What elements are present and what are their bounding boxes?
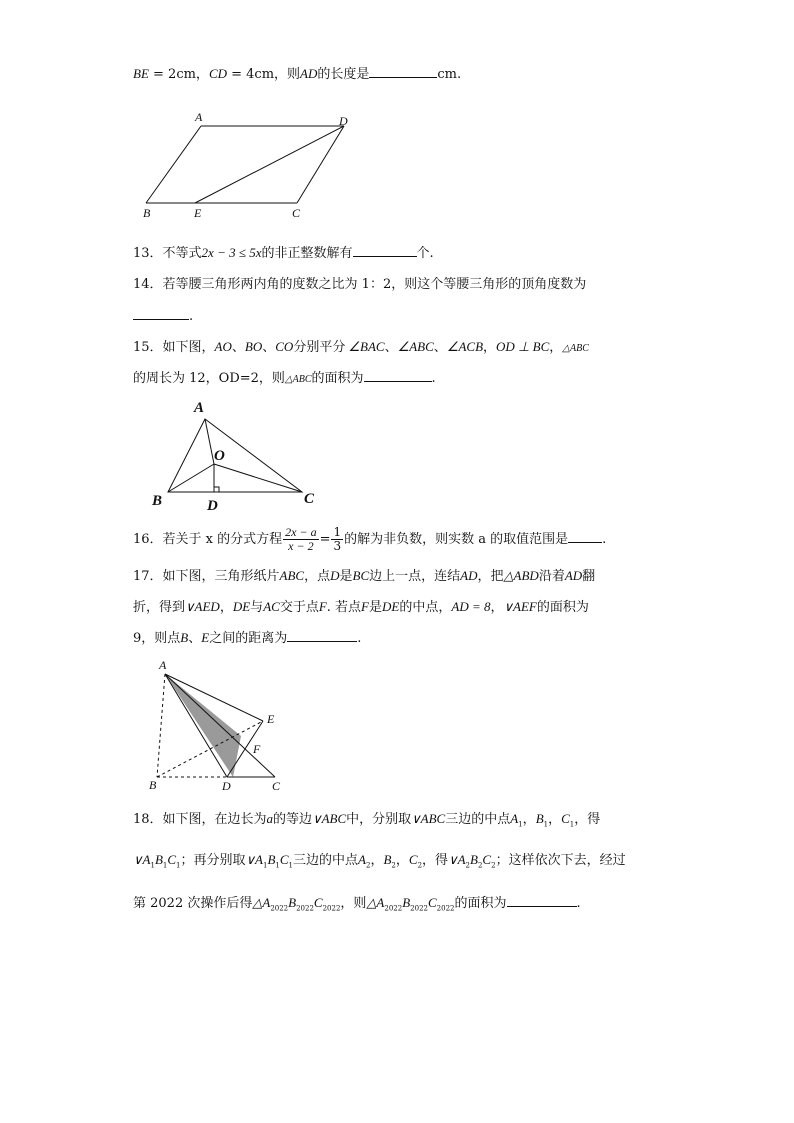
q16-equals: =	[319, 532, 331, 547]
q13-inequality: 2x − 3 ≤ 5x	[201, 245, 262, 260]
incenter-o-label: O	[214, 448, 225, 464]
point-f-label: F	[253, 742, 261, 756]
q17-text-r: 、	[188, 631, 202, 646]
q15-comma: ，	[483, 340, 497, 355]
q15-line2	[133, 369, 436, 389]
q14-tail: .	[189, 309, 194, 324]
ad-label: AD	[300, 66, 318, 81]
vertex-b-label: B	[152, 493, 163, 509]
q13-answer-blank[interactable]	[353, 244, 417, 257]
point-e-label: E	[267, 712, 275, 726]
q18-t4-sc: 2022	[322, 904, 341, 913]
q18-answer-blank[interactable]	[507, 894, 577, 907]
q16-answer-blank[interactable]	[568, 530, 602, 543]
q17-text-h: 折，得到	[133, 600, 186, 615]
q16-rhs-denominator: 3	[333, 539, 342, 553]
q18-line3	[133, 894, 581, 918]
q18-a1-sub: 1	[518, 820, 523, 829]
q18-t5-b: B	[402, 895, 411, 910]
right-angle-mark	[214, 487, 219, 492]
q17-f2: F	[361, 599, 369, 614]
q18-line2	[133, 851, 626, 875]
q17-text-j: 与	[250, 600, 264, 615]
q15-tail: .	[431, 371, 436, 386]
q18-b2: B	[383, 852, 392, 867]
q18-t1-b: B	[154, 852, 163, 867]
q12-question: 的长度是	[317, 67, 370, 82]
q18-c2: C	[408, 852, 418, 867]
q12-unit: cm.	[437, 67, 462, 82]
q18-tail: .	[576, 896, 581, 911]
q18-t3: ∨A	[448, 852, 466, 867]
q17-aef: ∨AEF	[503, 599, 537, 614]
vertex-b-label: B	[149, 778, 157, 792]
q15-triangle: △ABC	[562, 343, 589, 354]
q18-a1: A	[510, 811, 519, 826]
q18-t1-sa: 1	[150, 861, 155, 870]
q16-line	[133, 525, 606, 555]
q17-aed: ∨AED	[185, 599, 220, 614]
point-d-label: D	[222, 779, 231, 793]
q18-text-k: ，则	[340, 896, 367, 911]
q13-line	[133, 244, 434, 263]
q17-ac: AC	[263, 599, 280, 614]
vertex-b-label: B	[143, 206, 151, 220]
q18-t4-sa: 2022	[270, 904, 289, 913]
q15-area-text: 的面积为	[311, 371, 364, 386]
q18-line1	[133, 810, 600, 834]
q18-c1-sub: 1	[569, 820, 575, 829]
q18-t5-sb: 2022	[410, 904, 428, 913]
figure-folded-triangle	[145, 657, 295, 795]
q17-bc: BC	[352, 568, 370, 583]
vertex-a-label: A	[159, 658, 167, 672]
q18-t5-sc: 2022	[436, 904, 455, 913]
side-ac	[165, 674, 275, 777]
q18-text-l: 的面积为	[454, 896, 507, 911]
q17-text-f: 沿着	[538, 569, 565, 584]
point-e-label: E	[194, 206, 202, 220]
q18-a: a	[266, 811, 274, 826]
q15-sep2: 、	[262, 340, 276, 355]
q18-t2-b: B	[267, 852, 276, 867]
q12-tail-line	[133, 65, 461, 84]
q18-t1-sc: 1	[176, 861, 181, 870]
vertex-c-label: C	[292, 206, 301, 220]
q18-text-g: 三边的中点	[293, 853, 359, 868]
q15-sep1: 、	[231, 340, 245, 355]
q16-denominator: x − 2	[288, 539, 314, 553]
q18-t3-sb: 2	[477, 861, 483, 870]
q16-rhs-numerator: 1	[333, 525, 342, 539]
q18-c2-sub: 2	[417, 861, 423, 870]
q17-text-g: 翻	[582, 569, 596, 584]
q14-question: 14．若等腰三角形两内角的度数之比为 1：2，则这个等腰三角形的顶角度数为	[133, 277, 587, 292]
q18-comma2: ，	[548, 812, 562, 827]
q17-de2: DE	[382, 599, 400, 614]
q13-prefix: 13．不等式	[133, 246, 202, 261]
vertex-a-label: A	[195, 110, 203, 124]
q18-comma1: ，	[522, 812, 536, 827]
q15-triangle2: △ABC	[284, 374, 312, 385]
dashed-ab	[157, 674, 165, 777]
q15-mid: 分别平分	[293, 340, 346, 355]
q17-text-s: 之间的距离为	[209, 631, 288, 646]
q15-sep4: 、	[433, 340, 447, 355]
triangle-abc	[168, 419, 302, 492]
be-label: BE	[133, 66, 149, 81]
q18-a2-sub: 2	[365, 861, 371, 870]
q18-t2-sb: 1	[275, 861, 280, 870]
q18-abc2: ∨ABC	[411, 811, 446, 826]
q17-f: F	[318, 599, 327, 614]
q18-t1: ∨A	[133, 852, 151, 867]
segment-de	[195, 126, 344, 203]
q17-text-l: . 若点	[326, 600, 362, 615]
cd-value: = 4cm，则	[227, 67, 301, 82]
q18-t2-c: C	[279, 852, 289, 867]
q15-sep3: 、	[384, 340, 398, 355]
vertex-d-label: D	[339, 114, 348, 128]
q15-prefix: 15．如下图，	[133, 340, 215, 355]
q18-t3-c: C	[482, 852, 492, 867]
q15-answer-blank[interactable]	[364, 369, 432, 382]
q18-t3-sc: 2	[491, 861, 496, 870]
q18-t2-sc: 1	[288, 861, 294, 870]
q17-text-i: ，	[219, 600, 233, 615]
q16-tail: .	[602, 532, 607, 547]
q14-line2	[133, 307, 193, 326]
q15-line1	[133, 338, 589, 358]
q18-c1: C	[561, 811, 570, 826]
q17-text-b: ，点	[304, 569, 331, 584]
bisector-ao	[205, 419, 214, 464]
q17-text-q: 9，则点	[133, 631, 181, 646]
q17-text-d: 边上一点，连结	[369, 569, 461, 584]
q18-abc: ∨ABC	[312, 811, 347, 826]
q17-ad: AD	[460, 568, 478, 583]
q17-text-k: 交于点	[279, 600, 319, 615]
q14-line1	[133, 276, 586, 294]
cd-label: CD	[208, 66, 227, 81]
q18-t5: △A	[366, 895, 385, 910]
q17-text-m: 是	[369, 600, 383, 615]
q16-fraction-right	[331, 526, 343, 553]
q18-t4-c: C	[313, 895, 323, 910]
q18-text-i: ；这样依次下去，经过	[495, 853, 626, 868]
q18-text-b: 的等边	[273, 812, 313, 827]
q17-text-n: 的中点，	[399, 600, 452, 615]
q18-t4-sb: 2022	[296, 904, 314, 913]
foot-d-label: D	[207, 498, 218, 514]
q17-tail: .	[357, 631, 362, 646]
q15-ao: AO	[214, 339, 232, 354]
q18-t1-sb: 1	[162, 861, 168, 870]
q18-t3-sa: 2	[465, 861, 470, 870]
figure-parallelogram	[137, 110, 367, 222]
q15-co: CO	[275, 339, 294, 354]
q18-text-e: ，得	[574, 812, 601, 827]
q18-text-c: 中，分别取	[346, 812, 412, 827]
q16-prefix: 16．若关于 x 的分式方程	[133, 532, 283, 547]
be-value: = 2cm，	[148, 67, 209, 82]
q17-ad-length: AD = 8	[451, 599, 491, 614]
q18-t4: △A	[252, 895, 271, 910]
q17-de: DE	[232, 599, 251, 614]
q17-answer-blank[interactable]	[287, 629, 357, 642]
q15-comma2: ，	[549, 340, 563, 355]
q18-t5-c: C	[428, 895, 437, 910]
q15-bo: BO	[244, 339, 263, 354]
q17-text-c: 是	[339, 569, 353, 584]
q17-line1	[133, 567, 595, 586]
q17-text-o: ，	[490, 600, 504, 615]
q18-t3-b: B	[470, 852, 478, 867]
q18-comma4: ，	[395, 853, 409, 868]
q18-b1: B	[535, 811, 544, 826]
q17-d: D	[330, 568, 340, 583]
q18-t2: ∨A	[245, 852, 263, 867]
side-ab	[146, 126, 201, 203]
q17-text-p: 的面积为	[536, 600, 589, 615]
q16-fraction-left	[283, 526, 318, 553]
shaded-region	[165, 674, 241, 777]
q17-abc: ABC	[279, 568, 305, 583]
q15-angle-acb: ∠ACB	[446, 339, 484, 354]
q17-text-a: 17．如下图，三角形纸片	[133, 569, 280, 584]
q18-t5-sa: 2022	[384, 904, 403, 913]
q16-question: 的解为非负数，则实数 a 的取值范围是	[344, 532, 569, 547]
vertex-c-label: C	[272, 779, 281, 793]
q17-ad2: AD	[564, 568, 583, 583]
q17-b: B	[180, 630, 189, 645]
q18-comma3: ，	[370, 853, 384, 868]
figure-triangle-incenter	[150, 396, 330, 514]
q13-question: 的非正整数解有	[261, 246, 353, 261]
side-dc	[297, 126, 344, 203]
q18-text-d: 三边的中点	[445, 812, 511, 827]
q14-answer-blank[interactable]	[133, 307, 189, 320]
q18-t4-b: B	[288, 895, 297, 910]
q18-text-j: 第 2022 次操作后得	[133, 896, 253, 911]
q17-abd: △ABD	[503, 568, 539, 583]
q17-text-e: ，把	[477, 569, 504, 584]
q17-e: E	[201, 630, 210, 645]
q15-perpendicular: OD ⊥ BC	[496, 339, 550, 354]
q18-text-a: 18．如下图，在边长为	[133, 812, 267, 827]
q18-text-f: ；再分别取	[180, 853, 246, 868]
q17-line3	[133, 629, 361, 648]
q18-text-h: ，得	[422, 853, 449, 868]
q15-angle-bac: ∠BAC	[348, 339, 385, 354]
q15-angle-abc: ∠ABC	[397, 339, 434, 354]
q18-b2-sub: 2	[391, 861, 396, 870]
q17-line2	[133, 598, 589, 617]
vertex-c-label: C	[304, 491, 315, 507]
q18-t2-sa: 1	[262, 861, 268, 870]
q15-perimeter-text: 的周长为 12，OD=2，则	[133, 371, 285, 386]
q12-answer-blank[interactable]	[369, 65, 437, 78]
q13-tail: 个.	[416, 246, 434, 261]
q18-b1-sub: 1	[543, 820, 549, 829]
q16-numerator: 2x − a	[285, 525, 317, 539]
vertex-a-label: A	[194, 400, 205, 416]
bisector-co	[214, 464, 302, 492]
q18-t1-c: C	[167, 852, 177, 867]
q18-a2: A	[358, 852, 366, 867]
